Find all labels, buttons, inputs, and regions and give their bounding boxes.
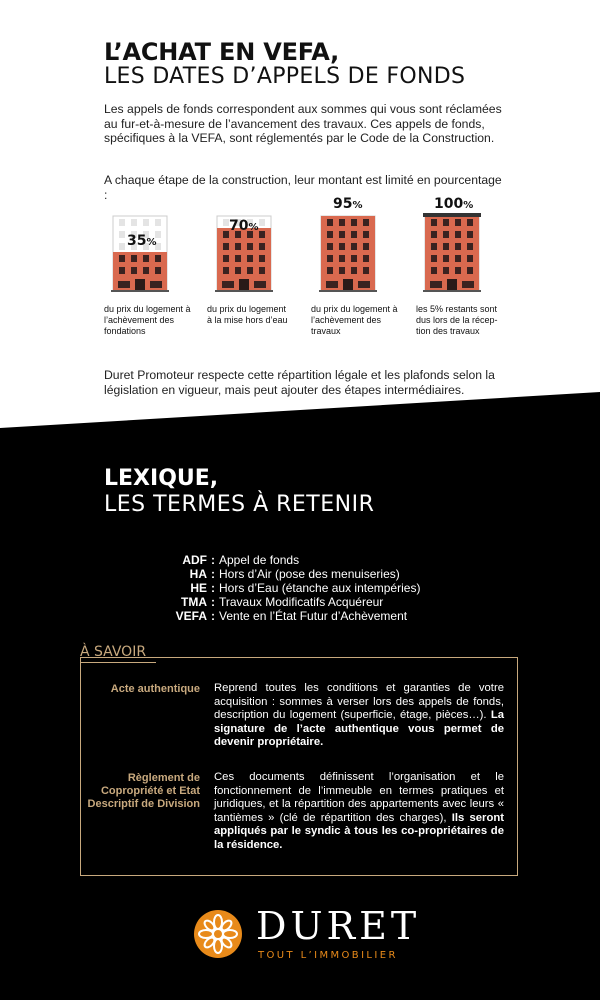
glossary-def: Travaux Modificatifs Acquéreur	[219, 595, 384, 609]
stage-3-percent: 95%	[333, 196, 363, 212]
stage-4-percent: 100%	[434, 196, 474, 212]
glossary-def: Hors d’Eau (étanche aux intempéries)	[219, 581, 421, 595]
stage-1-percent: 35%	[127, 233, 157, 249]
outro-paragraph: Duret Promoteur respecte cette répartition légale et les plafonds selon la législation en vigueur, mais peut ajouter des étapes intermédiaires.	[104, 368, 495, 397]
building-100-icon	[423, 212, 481, 292]
stage-intro: A chaque étape de la construction, leur montant est limité en pourcentage :	[104, 173, 502, 202]
lexique-title-line1: LEXIQUE,	[104, 466, 219, 491]
def-acte-authentique: Reprend toutes les conditions et garanties de votre acquisition : sommes à verser lors des appels de fonds, description du logement (superficie, étage, pièces…). La signature de l’acte authentique vous permet de devenir propriétaire.	[214, 682, 505, 749]
def-reglement-copropriete: Ces documents définissent l’organisation et le fonctionnement de l’immeuble en termes pratiques et juridiques, et la répartition des appartements avec leurs « tantièmes » (clé de répartition des charges), Ils seront appliqués par le syndic à tous les co-propriétaires de la résidence.	[214, 771, 505, 851]
savoir-title: À SAVOIR	[80, 644, 147, 660]
glossary-row: ADF : Appel de fonds	[130, 553, 460, 567]
glossary-abbr: ADF	[182, 553, 207, 567]
building-35-icon	[111, 212, 169, 292]
intro-paragraph: Les appels de fonds correspondent aux sommes qui vous sont réclamées au fur-et-à-mesure de l’avancement des travaux. Ces appels de fonds, spécifiques à la VEFA, sont réglementés par le Code de la Construction.	[104, 102, 502, 145]
glossary-abbr: VEFA	[175, 609, 207, 623]
glossary-abbr: HA	[189, 567, 207, 581]
building-95-icon	[319, 212, 377, 292]
stage-3-caption: du prix du logement à l’achèvement des travaux	[311, 304, 398, 336]
glossary-row: HA : Hors d’Air (pose des menuiseries)	[130, 567, 460, 581]
logo-tagline: TOUT L’IMMOBILIER	[258, 950, 398, 961]
glossary-row: TMA : Travaux Modificatifs Acquéreur	[130, 595, 460, 609]
glossary-row: HE : Hors d’Eau (étanche aux intempéries)	[130, 581, 460, 595]
stage-1-caption: du prix du logement à l’achèvement des fondations	[104, 304, 191, 336]
page-title-line1: L’ACHAT EN VEFA,	[104, 38, 339, 66]
stage-4-caption: les 5% restants sont dus lors de la récep-tion des travaux	[416, 304, 498, 336]
stage-2-caption: du prix du logement à la mise hors d’eau	[207, 304, 288, 325]
lexique-title-line2: LES TERMES À RETENIR	[104, 492, 375, 517]
glossary-abbr: TMA	[181, 595, 207, 609]
duret-flower-logo-icon	[193, 909, 243, 959]
page-title-line2: LES DATES D’APPELS DE FONDS	[104, 64, 466, 89]
glossary-def: Vente en l’État Futur d’Achèvement	[219, 609, 408, 623]
logo-wordmark: DURET	[256, 904, 421, 948]
stage-2-percent: 70%	[229, 218, 259, 234]
term-reglement-copropriete: Règlement de Copropriété et Etat Descriptif de Division	[87, 772, 200, 810]
glossary-def: Hors d’Air (pose des menuiseries)	[219, 567, 400, 581]
glossary-row: VEFA : Vente en l’État Futur d’Achèvement	[130, 609, 460, 623]
glossary-list	[130, 553, 460, 623]
savoir-underline	[80, 662, 156, 663]
term-acte-authentique: Acte authentique	[110, 683, 200, 695]
glossary-abbr: HE	[190, 581, 207, 595]
glossary-def: Appel de fonds	[219, 553, 300, 567]
